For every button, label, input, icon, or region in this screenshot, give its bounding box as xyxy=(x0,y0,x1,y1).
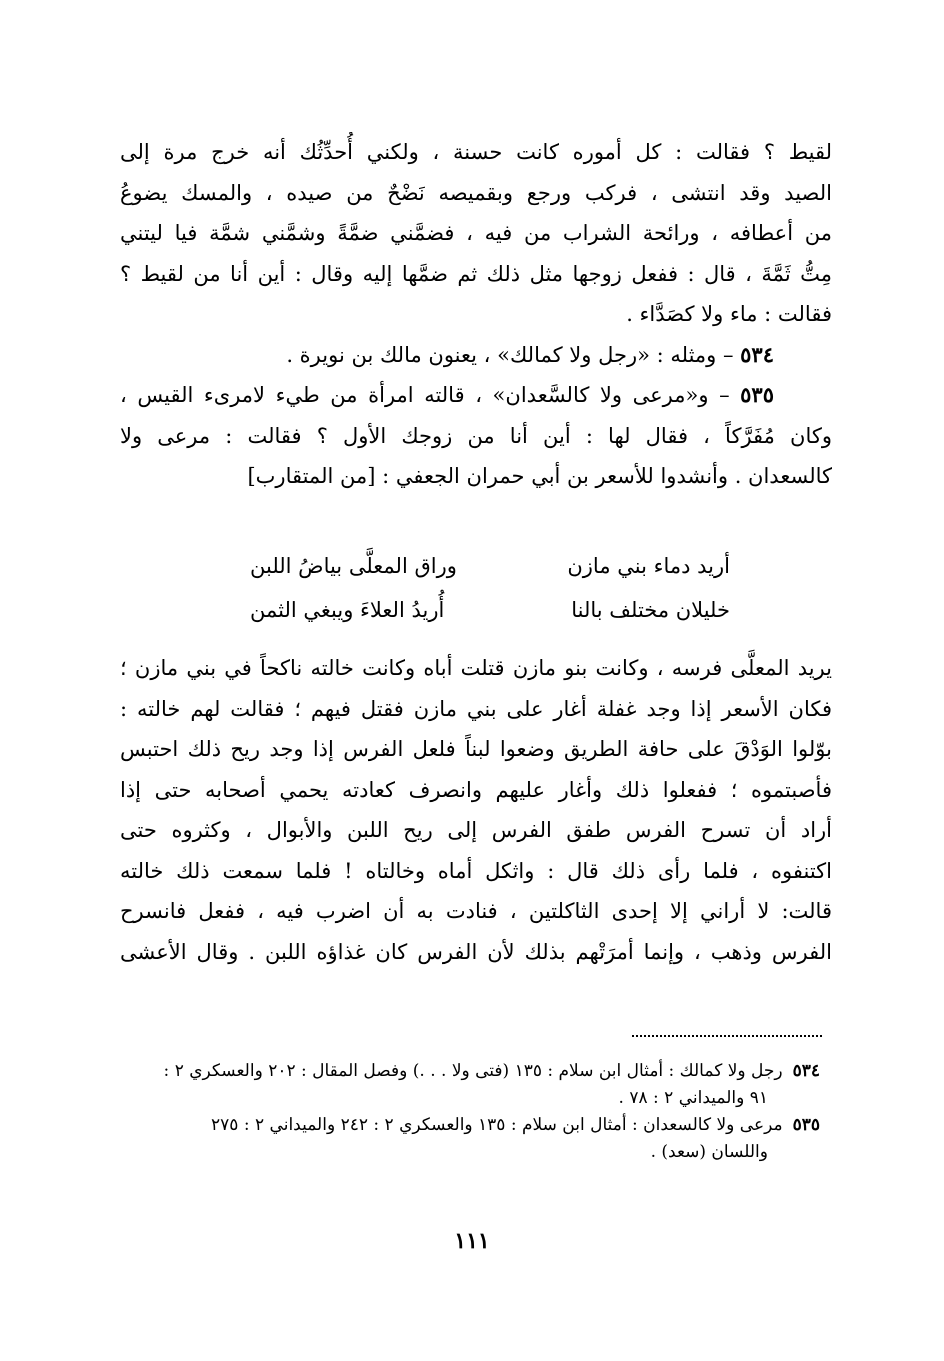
verse-hemistich-first: أريد دماء بني مازن xyxy=(567,554,730,578)
verse-hemistich-second: أُريدُ العلاءَ ويبغي الثمن xyxy=(250,598,445,622)
text-line: فقالت : ماء ولا كصَدَّاء . xyxy=(626,302,832,326)
text-line: فكان الأسعر إذا وجد غفلة أغار على بني مازن فقتل فيهم ؛ فقالت لهم خالته : xyxy=(120,696,832,721)
text-line: يريد المعلَّى فرسه ، وكانت بنو مازن قتلت أباه وكانت خالته ناكحاً في بني مازن ؛ xyxy=(120,656,832,680)
main-text-continued xyxy=(120,648,832,972)
text-line: من أعطافه ، ورائحة الشراب من فيه ، فضمَّني ضمَّةً وشمَّني شمَّة فيا ليتني xyxy=(120,221,832,245)
entry-535 xyxy=(120,375,832,416)
main-text xyxy=(120,132,832,497)
text-line: بوّلوا الوَدْقَ على حافة الطريق وضعوا لبناً فلعل الفرس إذا وجد ريح ذلك احتبس xyxy=(120,737,832,761)
text-line: كالسعدان . وأنشدوا للأسعر بن أبي حمران الجعفي : [من المتقارب] xyxy=(247,464,832,488)
text-line: الصيد وقد انتشى ، فركب ورجع وبقميصه نَضْحٌ من صيده ، والمسك يضوعُ xyxy=(120,180,832,205)
text-line: وكان مُفَرَّكاً ، فقال لها : أين أنا من زوجك الأول ؟ فقالت : مرعى ولا xyxy=(120,423,832,448)
verse-line xyxy=(250,548,730,584)
text-line: أراد أن تسرح الفرس طفق الفرس إلى ريح اللبن والأبوال ، وكثروه حتى xyxy=(120,818,832,842)
footnote-534 xyxy=(150,1058,820,1112)
text-line: قالت: لا أراني إلا إحدى الثاكلتين ، فنادت به أن اضرب فيه ، ففعل فانسرح xyxy=(120,899,832,923)
entry-number: ٥٣٤ xyxy=(740,341,774,367)
footnote-text: واللسان (سعد) . xyxy=(650,1142,768,1162)
text-line: الفرس وذهب ، وإنما أمرَتْهم بذلك لأن الفرس كان غذاؤه اللبن . وقال الأعشى xyxy=(120,939,832,964)
text-line: مِتُّ ثَمَّةَ ، قال : ففعل زوجها مثل ذلك ثم ضمَّها إليه وقال : أين أنا من لقيط ؟ xyxy=(120,261,832,286)
footnote-number: ٥٣٥ xyxy=(792,1115,820,1135)
entry-text: – و«مرعى ولا كالسَّعدان» ، قالته امرأة من طيء لامرىء القيس ، xyxy=(120,383,741,407)
footnote-divider xyxy=(632,1035,822,1037)
footnote-text: ٩١ والميداني ٢ : ٧٨ . xyxy=(618,1088,768,1108)
verse-hemistich-first: خليلان مختلف بالنا xyxy=(571,598,730,622)
text-line: فأصبتموه ؛ ففعلوا ذلك وأغار عليهم وانصرف كعادته يحمي أصحابه حتى إذا xyxy=(120,777,832,802)
verse-line xyxy=(250,592,730,628)
text-line: لقيط ؟ فقالت : كل أموره كانت حسنة ، ولكني أُحدِّثُك أنه خرج مرة إلى xyxy=(120,140,832,164)
entry-text: – ومثله : «رجل ولا كمالك» ، يعنون مالك بن نويرة . xyxy=(286,342,741,367)
page-number: ١١١ xyxy=(454,1228,490,1254)
entry-number: ٥٣٥ xyxy=(740,382,774,407)
footnote-text: رجل ولا كمالك : أمثال ابن سلام : ١٣٥ (فتى ولا . . .) وفصل المقال : ٢٠٢ والعسكري ٢ : xyxy=(163,1061,783,1081)
footnotes xyxy=(150,1058,820,1166)
footnote-535 xyxy=(150,1112,820,1166)
footnote-text: مرعى ولا كالسعدان : أمثال ابن سلام : ١٣٥ والعسكري ٢ : ٢٤٢ والميداني ٢ : ٢٧٥ xyxy=(211,1115,783,1135)
footnote-number: ٥٣٤ xyxy=(792,1061,820,1081)
entry-534 xyxy=(120,335,832,376)
verse-hemistich-second: وراق المعلَّى بياضُ اللبن xyxy=(250,554,457,578)
text-line: اكتنفوه ، فلما رأى ذلك قال : واثكل أماه وخالتاه ! فلما سمعت ذلك خالته xyxy=(120,858,832,883)
